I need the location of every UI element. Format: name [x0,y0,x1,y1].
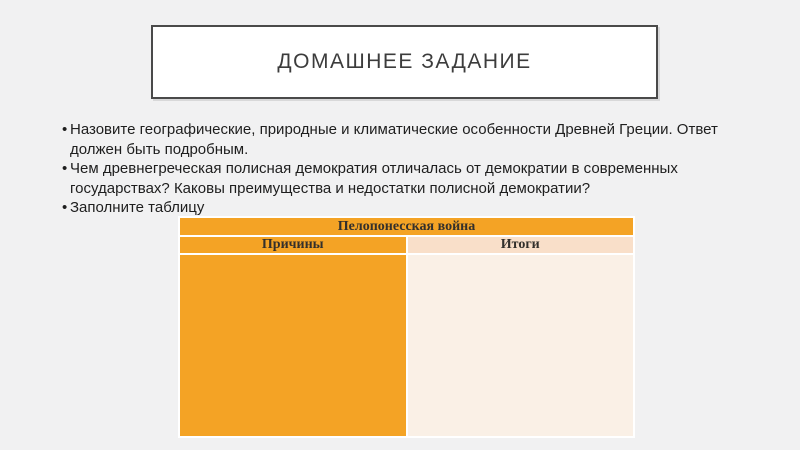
title-box [151,25,658,99]
table-title-cell: Пелопонесская война [180,218,633,235]
bullet-marker: • [62,121,68,138]
bullet-item [62,198,762,218]
causes-cell [180,255,406,436]
column-header-causes: Причины [180,237,406,253]
bullet-item [62,159,762,198]
bullet-list [62,120,762,218]
bullet-marker: • [62,160,68,177]
bullet-text: Чем древнегреческая полисная демократия отличалась от демократии в современных государствах? Каковы преимущества и недостатки полисной демократии? [70,160,678,197]
bullet-item [62,120,762,159]
homework-table [178,216,635,438]
results-cell [408,255,634,436]
peloponnesian-war-table [178,216,635,438]
bullet-text: Заполните таблицу [70,199,205,216]
column-header-results: Итоги [408,237,634,253]
bullet-marker: • [62,199,68,216]
slide-title: ДОМАШНЕЕ ЗАДАНИЕ [277,50,532,73]
bullet-text: Назовите географические, природные и климатические особенности Древней Греции. Ответ должен быть подробным. [70,121,718,158]
